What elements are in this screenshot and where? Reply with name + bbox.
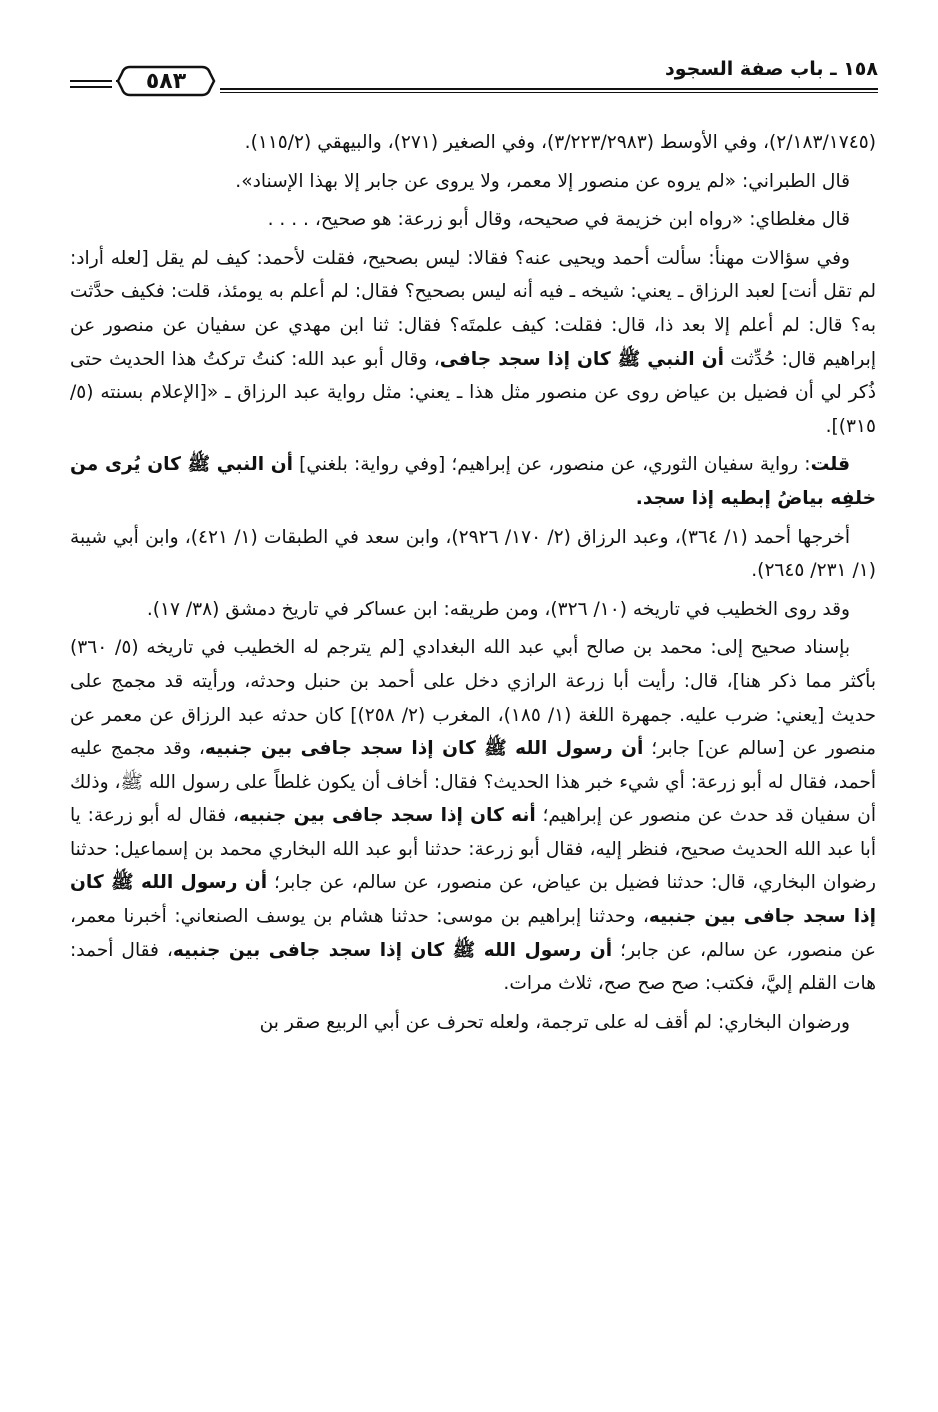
header-rule-thick [220, 88, 878, 90]
text-segment: وفي سؤالات مهنأ: سألت أحمد ويحيى عنه؟ فقالا: ليس بصحيح، فقلت لأحمد: كيف لم يقل [لعله أراد: لم تقل أنت] لعبد الرزاق ـ يعني: شيخه ـ فيه أنه ليس بصحيح؟ فقال: لم أعلم به يومئذ، قلت: فكيف حدَّثت به؟ قال: لم أعلم إلا بعد ذا، قال: فقلت: كيف علمتَه؟ فقال: ثنا ابن مهدي عن سفيان عن منصور عن إبراهيم قال: حُدِّثت [70, 247, 876, 370]
paragraph [70, 593, 876, 627]
body-text [70, 126, 876, 1044]
text-segment: ، وقد مجمج عليه أحمد، فقال له أبو زرعة: أي شيء خبر هذا الحديث؟ فقال: أخاف أن يكون غلطاً على رسول الله ﷺ، وذلك أن سفيان قد حدث عن منصور عن إبراهيم؛ [70, 738, 876, 827]
page-header [70, 56, 878, 100]
header-rule-thin [220, 92, 878, 93]
header-left-rule-bottom [70, 86, 112, 88]
paragraph [70, 448, 876, 515]
bold-text-segment: أن رسول الله ﷺ كان إذا سجد جافى بين جنبيه [172, 939, 613, 961]
text-segment: قال مغلطاي: «رواه ابن خزيمة في صحيحه، وقال أبو زرعة: هو صحيح، . . . . [267, 209, 850, 231]
text-segment: ، فقال له أبو زرعة: يا أبا عبد الله الحديث صحيح، فنظر إليه، فقال أبو زرعة: حدثنا أبو عبد الله البخاري محمد بن إسماعيل: حدثنا رضوان البخاري، قال: حدثنا فضيل بن عياض، عن منصور، عن سالم، عن جابر؛ [70, 805, 876, 894]
chapter-title: ١٥٨ ـ باب صفة السجود [664, 58, 878, 80]
text-segment: وقد روى الخطيب في تاريخه (١٠/ ٣٢٦)، ومن طريقه: ابن عساكر في تاريخ دمشق (٣٨/ ١٧). [146, 598, 850, 620]
page-number-badge [116, 64, 216, 98]
text-segment: ورضوان البخاري: لم أقف له على ترجمة، ولعله تحرف عن أبي الربيع صقر بن [259, 1011, 850, 1033]
page-number: ٥٨٣ [145, 68, 187, 94]
bold-text-segment: أنه كان إذا سجد جافى بين جنبيه [238, 805, 536, 827]
text-segment: أخرجها أحمد (١/ ٣٦٤)، وعبد الرزاق (٢/ ١٧٠/ ٢٩٢٦)، وابن سعد في الطبقات (١/ ٤٢١)، وابن أبي شيبة (١/ ٢٣١/ ٢٦٤٥). [70, 526, 876, 582]
text-segment: ، وحدثنا إبراهيم بن موسى: حدثنا هشام بن يوسف الصنعاني: أخبرنا معمر، عن منصور، عن سالم، عن جابر؛ [70, 906, 877, 961]
text-segment: (٢/١٨٣/١٧٤٥)، وفي الأوسط (٣/٢٢٣/٢٩٨٣)، وفي الصغير (٢٧١)، والبيهقي (١١٥/٢). [244, 132, 876, 153]
paragraph [70, 126, 876, 160]
text-segment: ، فقال أحمد: هات القلم إليَّ، فكتب: صح صح صح، ثلاث مرات. [70, 939, 876, 995]
paragraph [70, 165, 876, 199]
bold-text-segment: أن النبي ﷺ كان يُرى من خلفِه بياضُ إبطيه إذا سجد. [70, 454, 876, 509]
paragraph [70, 1006, 876, 1040]
bold-text-segment: قلت [810, 454, 851, 476]
paragraph [70, 631, 876, 1001]
paragraph [70, 242, 876, 444]
text-segment: ، وقال أبو عبد الله: كنتُ تركتُ هذا الحديث حتى ذُكر لي أن فضيل بن عياض روى عن منصور مثل هذا ـ يعني: مثل رواية عبد الرزاق ـ «[الإعلام بسنته (٥/ ٣١٥)]. [70, 348, 876, 437]
paragraph [70, 521, 876, 588]
text-segment: بإسناد صحيح إلى: محمد بن صالح أبي عبد الله البغدادي [لم يترجم له الخطيب في تاريخه (٥/ ٣٦٠) بأكثر مما ذكر هنا]، قال: رأيت أبا زرعة الرازي دخل على أحمد بن حنبل وحدثه، ورأيته قد مجمج على حديث [يعني: ضرب عليه. جمهرة اللغة (١/ ١٨٥)، المغرب (٢/ ٢٥٨)] كان حدثه عبد الرزاق عن معمر عن منصور عن [سالم عن] جابر؛ [70, 637, 876, 760]
text-segment: : رواية سفيان الثوري، عن منصور، عن إبراهيم؛ [وفي رواية: بلغني] [293, 454, 811, 476]
header-left-rule-top [70, 80, 112, 82]
bold-text-segment: أن رسول الله ﷺ كان إذا سجد جافى بين جنبيه [204, 738, 644, 760]
bold-text-segment: أن النبي ﷺ كان إذا سجد جافى [439, 348, 724, 370]
bold-text-segment: أن رسول الله ﷺ كان إذا سجد جافى بين جنبيه [70, 872, 877, 928]
text-segment: قال الطبراني: «لم يروه عن منصور إلا معمر، ولا يروى عن جابر إلا بهذا الإسناد». [235, 170, 850, 192]
paragraph [70, 203, 876, 237]
